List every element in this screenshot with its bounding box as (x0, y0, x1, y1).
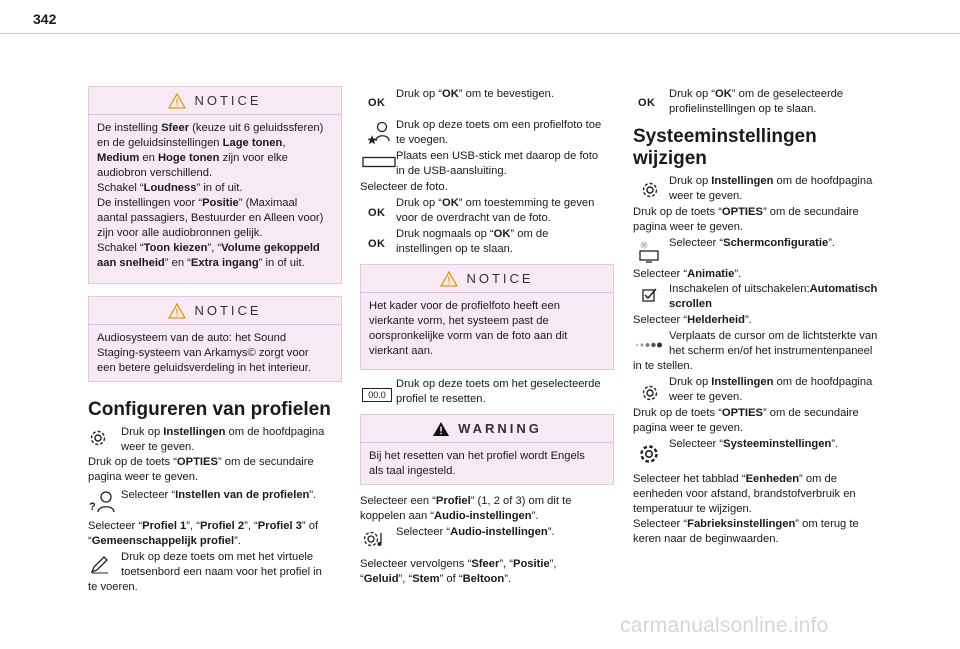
text-line: pagina weer te geven. (633, 422, 744, 434)
notice-box-3 (360, 264, 614, 370)
bold-term: Loudness (143, 182, 197, 194)
text-line: Druk op Instellingen om de hoofdpagina (669, 175, 873, 187)
text-line: instellingen op te slaan. (396, 243, 513, 255)
text-line: eenheden voor afstand, brandstofverbruik en (633, 488, 856, 500)
audio-settings-icon (362, 529, 386, 549)
text-line: Audiosysteem van de auto: het Sound (97, 332, 287, 344)
text-line: De instellingen voor “Positie” (Maximaal (97, 197, 298, 209)
text-line: Druk nogmaals op “OK” om de (396, 228, 549, 240)
ok-icon: OK (638, 97, 656, 109)
bold-term: OPTIES (721, 407, 763, 419)
svg-text:?: ? (89, 501, 96, 513)
ok-icon: OK (368, 97, 386, 109)
ok-icon: OK (368, 207, 386, 219)
bold-term: Eenheden (745, 473, 800, 485)
notice-header (361, 265, 613, 293)
profile-photo-icon (368, 121, 390, 145)
para-brightness (633, 313, 752, 328)
bold-term: Lage tonen (222, 137, 283, 149)
text-line: vierkant aan. (369, 345, 434, 357)
text-line: Schakel “Toon kiezen”, “Volume gekoppeld (97, 242, 320, 254)
text-line: De instelling Sfeer (keuze uit 6 geluidssferen) (97, 122, 324, 134)
pencil-edit-icon (90, 556, 110, 574)
notice-text (89, 325, 341, 382)
text-line: pagina weer te geven. (88, 471, 199, 483)
bold-term: Instellingen (711, 175, 774, 187)
bold-term: aan snelheid (97, 257, 165, 269)
text-line: Druk op de toets “OPTIES” om de secundaire (633, 206, 859, 218)
notice-title: NOTICE (194, 93, 262, 108)
text-line: Plaats een USB-stick met daarop de foto (396, 150, 599, 162)
para-screen-config (669, 236, 835, 251)
text-line: Druk op de toets “OPTIES” om de secundaire (88, 456, 314, 468)
text-line: pagina weer te geven. (633, 221, 744, 233)
para-settings (121, 425, 324, 455)
bold-term: OPTIES (176, 456, 218, 468)
para-ok-confirm (396, 87, 554, 102)
reset-counter-label: 00.0 (368, 390, 386, 400)
para-brightness-cont (633, 359, 693, 374)
text-line: Schakel “Loudness” in of uit. (97, 182, 243, 194)
text-line: temperatuur te wijzigen. (633, 503, 752, 515)
text-line: Druk op deze toets om een profielfoto toe (396, 119, 602, 131)
bold-term: Gemeenschappelijk profiel (91, 535, 235, 547)
settings-gear-icon (88, 428, 108, 448)
bold-term: Audio-instellingen (434, 510, 532, 522)
para-add-photo (396, 118, 601, 148)
text-line: te voegen. (396, 134, 449, 146)
warning-text (361, 443, 613, 485)
text-line: koppelen aan “Audio-instellingen”. (360, 510, 539, 522)
text-line: Selecteer “Animatie”. (633, 268, 742, 280)
text-line: een betere geluidsverdeling in het interieur. (97, 362, 311, 374)
notice-header (89, 297, 341, 325)
bold-term: Extra ingang (190, 257, 259, 269)
ok-icon: OK (368, 238, 386, 250)
bold-term: Sfeer (471, 558, 500, 570)
bold-term: Audio-instellingen (450, 526, 548, 538)
bold-term: OK (493, 228, 511, 240)
para-units (633, 472, 859, 547)
bold-term: Systeeminstellingen (723, 438, 832, 450)
notice-title: NOTICE (466, 271, 534, 286)
section-heading-system-l2: wijzigen (633, 148, 707, 169)
warning-header (361, 415, 613, 443)
bold-term: Geluid (363, 573, 399, 585)
para-animation (633, 267, 741, 282)
text-line: Druk op “OK” om te bevestigen. (396, 88, 554, 100)
para-select-profiles (121, 488, 316, 503)
para-brightness-cursor (669, 329, 877, 359)
para-usb (396, 149, 598, 179)
profile-settings-icon (88, 490, 116, 514)
text-line: aantal passagiers, Bestuurder en Alleen voor) (97, 212, 324, 224)
para-select-profile (360, 494, 571, 524)
settings-gear-icon (640, 383, 660, 403)
text-line: audiobron verschillend. (97, 167, 213, 179)
watermark: carmanualsonline.info (620, 614, 829, 637)
text-line: Selecteer “Helderheid”. (633, 314, 752, 326)
reset-counter-icon (362, 388, 392, 402)
para-audio-settings (396, 525, 555, 540)
text-line: Selecteer “Profiel 1”, “Profiel 2”, “Profiel 3” of (88, 520, 319, 532)
text-line: oorspronkelijke vorm van de foto aan dit (369, 330, 568, 342)
para-select-next (360, 557, 557, 587)
bold-term: Animatie (687, 268, 735, 280)
bold-term: Profiel 1 (142, 520, 187, 532)
text-line: Bij het resetten van het profiel wordt Engels (369, 450, 585, 462)
text-line: Selecteer het tabblad “Eenheden” om de (633, 473, 837, 485)
bold-term: Instellingen (163, 426, 226, 438)
para-options (88, 455, 314, 485)
bold-term: Profiel 3 (257, 520, 302, 532)
warning-triangle-icon (432, 421, 450, 437)
bold-term: Beltoon (462, 573, 505, 585)
bold-term: scrollen (669, 298, 712, 310)
bold-term: Sfeer (161, 122, 190, 134)
para-options-2 (633, 205, 859, 235)
text-line: weer te geven. (669, 190, 743, 202)
text-line: weer te geven. (121, 441, 195, 453)
bold-term: Medium (97, 152, 140, 164)
screen-configuration-icon (634, 240, 662, 264)
text-line: Inschakelen of uitschakelen:Automatisch (669, 283, 878, 295)
notice-box-2 (88, 296, 342, 382)
para-ok-transfer (396, 196, 594, 226)
bold-term: OK (442, 88, 459, 100)
bold-term: OK (715, 88, 732, 100)
text-line: Druk op de toets “OPTIES” om de secundaire (633, 407, 859, 419)
caution-triangle-icon (168, 303, 186, 319)
text-line: Selecteer “Schermconfiguratie”. (669, 237, 836, 249)
para-options-3 (633, 406, 859, 436)
bold-term: Toon kiezen (143, 242, 208, 254)
bold-term: Instellingen (711, 376, 774, 388)
text-line: zijn voor alle audiobronnen gelijk. (97, 227, 263, 239)
notice-header (89, 87, 341, 115)
bold-term: Schermconfiguratie (723, 237, 829, 249)
page-number: 342 (33, 11, 57, 27)
text-line: Medium en Hoge tonen zijn voor elke (97, 152, 288, 164)
para-select-photo (360, 180, 448, 195)
bold-term: Positie (202, 197, 239, 209)
usb-stick-icon (362, 156, 396, 168)
text-line: Druk op deze toets om het geselecteerde (396, 378, 601, 390)
text-line: Druk op Instellingen om de hoofdpagina (121, 426, 325, 438)
text-line: Selecteer “Instellen van de profielen”. (121, 489, 317, 501)
text-line: “Geluid”, “Stem” of “Beltoon”. (360, 573, 512, 585)
caution-triangle-icon (168, 93, 186, 109)
bold-term: Fabrieksinstellingen (687, 518, 796, 530)
text-line: en de geluidsinstellingen Lage tonen, (97, 137, 286, 149)
bold-term: Automatisch (809, 283, 878, 295)
text-line: het scherm en/of het instrumentenpaneel (669, 345, 873, 357)
para-ok-profile-save (669, 87, 843, 117)
text-line: in de USB-aansluiting. (396, 165, 507, 177)
text-line (669, 297, 877, 312)
text-line: vierkante vorm, het systeem past de (369, 315, 549, 327)
text-line: Selecteer “Audio-instellingen”. (396, 526, 555, 538)
bold-term: OPTIES (721, 206, 763, 218)
notice-title: NOTICE (194, 303, 262, 318)
system-settings-gear-icon (638, 443, 660, 465)
para-profile-choice (88, 519, 318, 549)
text-line: weer te geven. (669, 391, 743, 403)
para-system-settings (669, 437, 838, 452)
para-auto-scroll (669, 282, 877, 312)
text-line: voor de overdracht van de foto. (396, 212, 551, 224)
section-heading-system-l1: Systeeminstellingen (633, 126, 817, 147)
header-divider (0, 33, 960, 34)
text-line: profielinstellingen op te slaan. (669, 103, 817, 115)
bold-term: Hoge tonen (157, 152, 220, 164)
section-heading-profiles: Configureren van profielen (88, 399, 331, 420)
bold-term: Helderheid (687, 314, 745, 326)
text-line: Selecteer vervolgens “Sfeer”, “Positie”, (360, 558, 557, 570)
text-line: te voeren. (88, 581, 138, 593)
text-line: “Gemeenschappelijk profiel”. (88, 535, 241, 547)
text-line: Selecteer de foto. (360, 181, 448, 193)
text-line: profiel te resetten. (396, 393, 486, 405)
bold-term: Volume gekoppeld (221, 242, 320, 254)
notice-text (89, 115, 341, 277)
text-line: Selecteer “Fabrieksinstellingen” om terug te (633, 518, 859, 530)
text-line: Het kader voor de profielfoto heeft een (369, 300, 560, 312)
para-keyboard (121, 550, 322, 580)
bold-term: Positie (512, 558, 550, 570)
warning-title: WARNING (458, 421, 542, 436)
para-settings-3 (669, 375, 872, 405)
notice-box-1 (88, 86, 342, 284)
warning-box (360, 414, 614, 485)
bold-term: Stem (412, 573, 440, 585)
bold-term: Profiel 2 (199, 520, 245, 532)
text-line: als taal ingesteld. (369, 465, 456, 477)
checkbox-toggle-icon (642, 287, 658, 303)
text-line: Druk op “OK” om toestemming te geven (396, 197, 595, 209)
text-line: Druk op Instellingen om de hoofdpagina (669, 376, 873, 388)
text-line: Selecteer een “Profiel” (1, 2 of 3) om dit te (360, 495, 572, 507)
text-line: toetsenbord een naam voor het profiel in (121, 566, 322, 578)
para-reset (396, 377, 601, 407)
text-line: aan snelheid” en “Extra ingang” in of uit. (97, 257, 305, 269)
notice-text (361, 293, 613, 365)
para-settings-2 (669, 174, 872, 204)
para-keyboard-cont (88, 580, 138, 595)
text-line: Selecteer “Systeeminstellingen”. (669, 438, 839, 450)
para-ok-save (396, 227, 548, 257)
text-line: Druk op “OK” om de geselecteerde (669, 88, 844, 100)
bold-term: Profiel (435, 495, 471, 507)
text-line: keren naar de beginwaarden. (633, 533, 779, 545)
caution-triangle-icon (440, 271, 458, 287)
bold-term: Instellen van de profielen (175, 489, 310, 501)
settings-gear-icon (640, 180, 660, 200)
text-line: Staging-systeem van Arkamys© zorgt voor (97, 347, 309, 359)
brightness-slider-icon (634, 339, 662, 349)
text-line: Verplaats de cursor om de lichtsterkte van (669, 330, 878, 342)
bold-term: OK (442, 197, 459, 209)
text-line: in te stellen. (633, 360, 693, 372)
text-line: Druk op deze toets om met het virtuele (121, 551, 314, 563)
